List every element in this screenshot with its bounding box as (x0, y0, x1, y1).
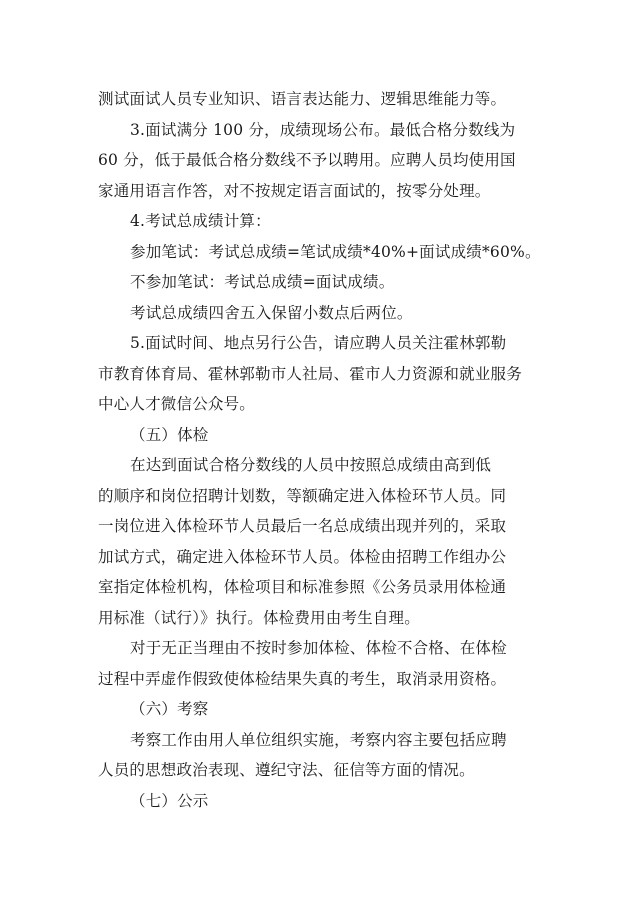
body-text-line: 参加笔试：考试总成绩=笔试成绩*40%+面试成绩*60%。 (130, 242, 541, 261)
body-text-line: 一岗位进入体检环节人员最后一名总成绩出现并列的，采取 (98, 517, 507, 535)
body-text-line: 中心人才微信公众号。 (98, 395, 256, 413)
body-text-line: 市教育体育局、霍林郭勒市人社局、霍市人力资源和就业服务 (98, 364, 522, 383)
section-heading: （五）体检 (130, 425, 209, 444)
body-text-line: 测试面试人员专业知识、语言表达能力、逻辑思维能力等。 (98, 90, 507, 108)
body-text-line: 5.面试时间、地点另行公告，请应聘人员关注霍林郭勒 (130, 334, 507, 352)
body-text-line: 考察工作由用人单位组织实施，考察内容主要包括应聘 (130, 730, 507, 749)
body-text-line: 加试方式，确定进入体检环节人员。体检由招聘工作组办公 (98, 547, 507, 566)
body-text-line: 不参加笔试：考试总成绩=面试成绩。 (130, 273, 395, 291)
body-text-line: 3.面试满分 100 分，成绩现场公布。最低合格分数线为 (130, 120, 516, 139)
body-text-line: 在达到面试合格分数线的人员中按照总成绩由高到低 (130, 456, 492, 474)
section-heading: （六）考察 (130, 700, 209, 718)
body-text-line: 60 分，低于最低合格分数线不予以聘用。应聘人员均使用国 (98, 151, 516, 169)
body-text-line: 家通用语言作答，对不按规定语言面试的，按零分处理。 (98, 181, 491, 200)
body-text-line: 考试总成绩四舍五入保留小数点后两位。 (130, 303, 413, 322)
body-text-line: 对于无正当理由不按时参加体检、体检不合格、在体检 (130, 639, 507, 657)
body-text-line: 的顺序和岗位招聘计划数，等额确定进入体检环节人员。同 (98, 486, 507, 505)
body-text-line: 人员的思想政治表现、遵纪守法、征信等方面的情况。 (98, 761, 475, 779)
body-text-line: 室指定体检机构，体检项目和标准参照《公务员录用体检通 (98, 578, 507, 596)
body-text-line: 4.考试总成绩计算： (130, 212, 271, 230)
section-heading: （七）公示 (130, 791, 209, 810)
body-text-line: 过程中弄虚作假致使体检结果失真的考生，取消录用资格。 (98, 669, 507, 688)
body-text-line: 用标准（试行）》执行。体检费用由考生自理。 (98, 608, 420, 627)
